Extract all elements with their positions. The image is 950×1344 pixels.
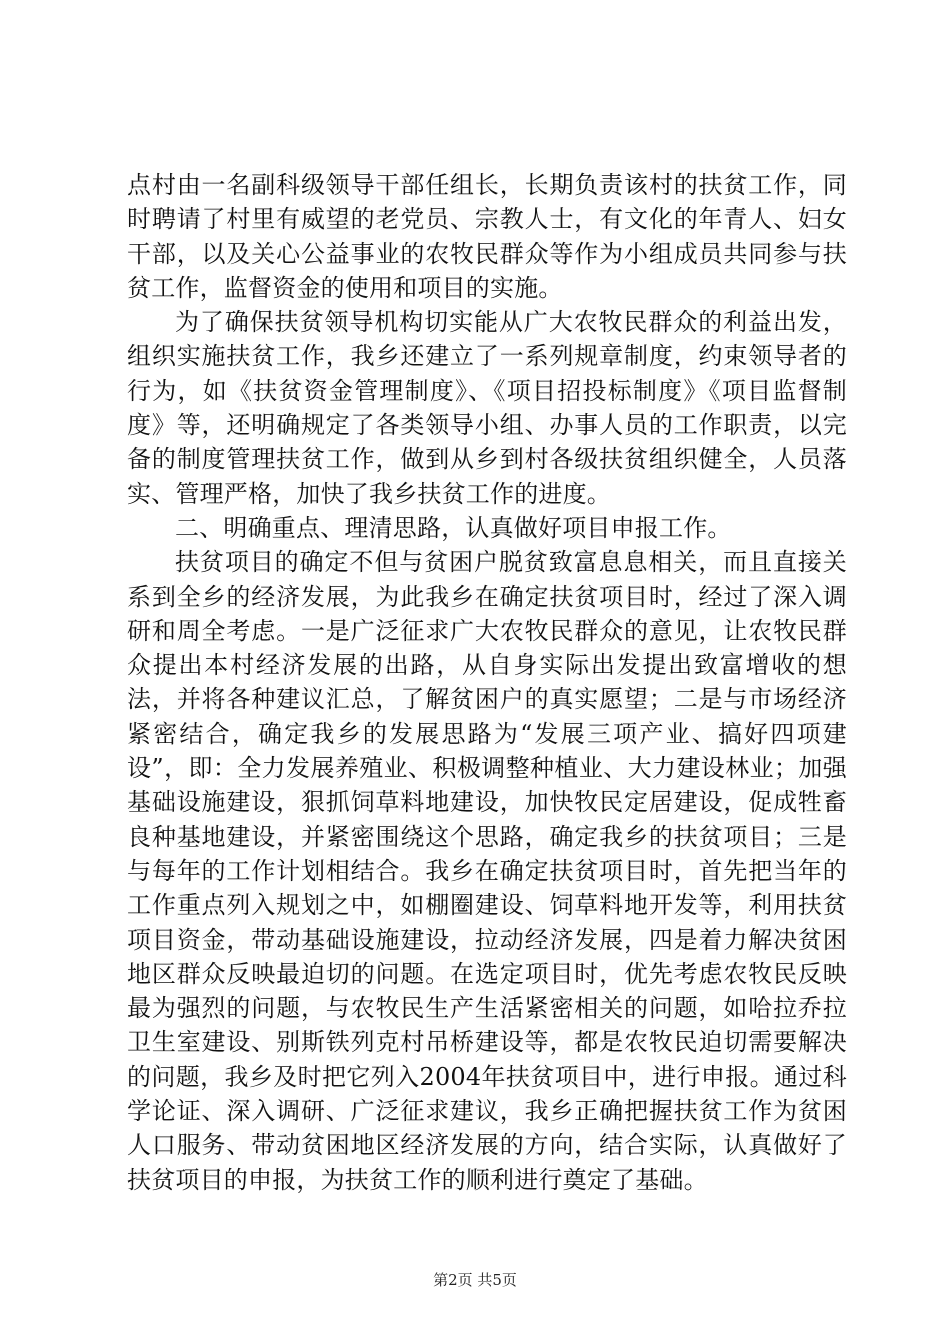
page-number-footer: 第2页 共5页	[433, 1271, 517, 1289]
paragraph: 扶贫项目的确定不但与贫困户脱贫致富息息相关，而且直接关系到全乡的经济发展，为此我乡在确定扶贫项目时，经过了深入调研和周全考虑。一是广泛征求广大农牧民群众的意见，让农牧民群众提出本村经济发展的出路，从自身实际出发提出致富增收的想法，并将各种建议汇总，了解贫困户的真实愿望；二是与市场经济紧密结合，确定我乡的发展思路为“发展三项产业、搞好四项建设”，即：全力发展养殖业、积极调整种植业、大力建设林业；加强基础设施建设，狠抓饲草料地建设，加快牧民定居建设，促成牲畜良种基地建设，并紧密围绕这个思路，确定我乡的扶贫项目；三是与每年的工作计划相结合。我乡在确定扶贫项目时，首先把当年的工作重点列入规划之中，如棚圈建设、饲草料地开发等，利用扶贫项目资金，带动基础设施建设，拉动经济发展，四是着力解决贫困地区群众反映最迫切的问题。在选定项目时，优先考虑农牧民反映最为强烈的问题，与农牧民生产生活紧密相关的问题，如哈拉乔拉卫生室建设、别斯铁列克村吊桥建设等，都是农牧民迫切需要解决的问题，我乡及时把它列入2004年扶贫项目中，进行申报。通过科学论证、深入调研、广泛征求建议，我乡正确把握扶贫工作为贫困人口服务、带动贫困地区经济发展的方向，结合实际，认真做好了扶贫项目的申报，为扶贫工作的顺利进行奠定了基础。	[127, 548, 847, 1194]
document-body	[127, 168, 847, 1197]
paragraph: 点村由一名副科级领导干部任组长，长期负责该村的扶贫工作，同时聘请了村里有威望的老党员、宗教人士，有文化的年青人、妇女干部，以及关心公益事业的农牧民群众等作为小组成员共同参与扶贫工作，监督资金的使用和项目的实施。	[127, 171, 847, 302]
section-heading: 二、明确重点、理清思路，认真做好项目申报工作。	[175, 513, 732, 542]
paragraph: 为了确保扶贫领导机构切实能从广大农牧民群众的利益出发，组织实施扶贫工作，我乡还建立了一系列规章制度，约束领导者的行为，如《扶贫资金管理制度》、《项目招投标制度》《项目监督制度》等，还明确规定了各类领导小组、办事人员的工作职责，以完备的制度管理扶贫工作，做到从乡到村各级扶贫组织健全，人员落实、管理严格，加快了我乡扶贫工作的进度。	[127, 308, 847, 508]
